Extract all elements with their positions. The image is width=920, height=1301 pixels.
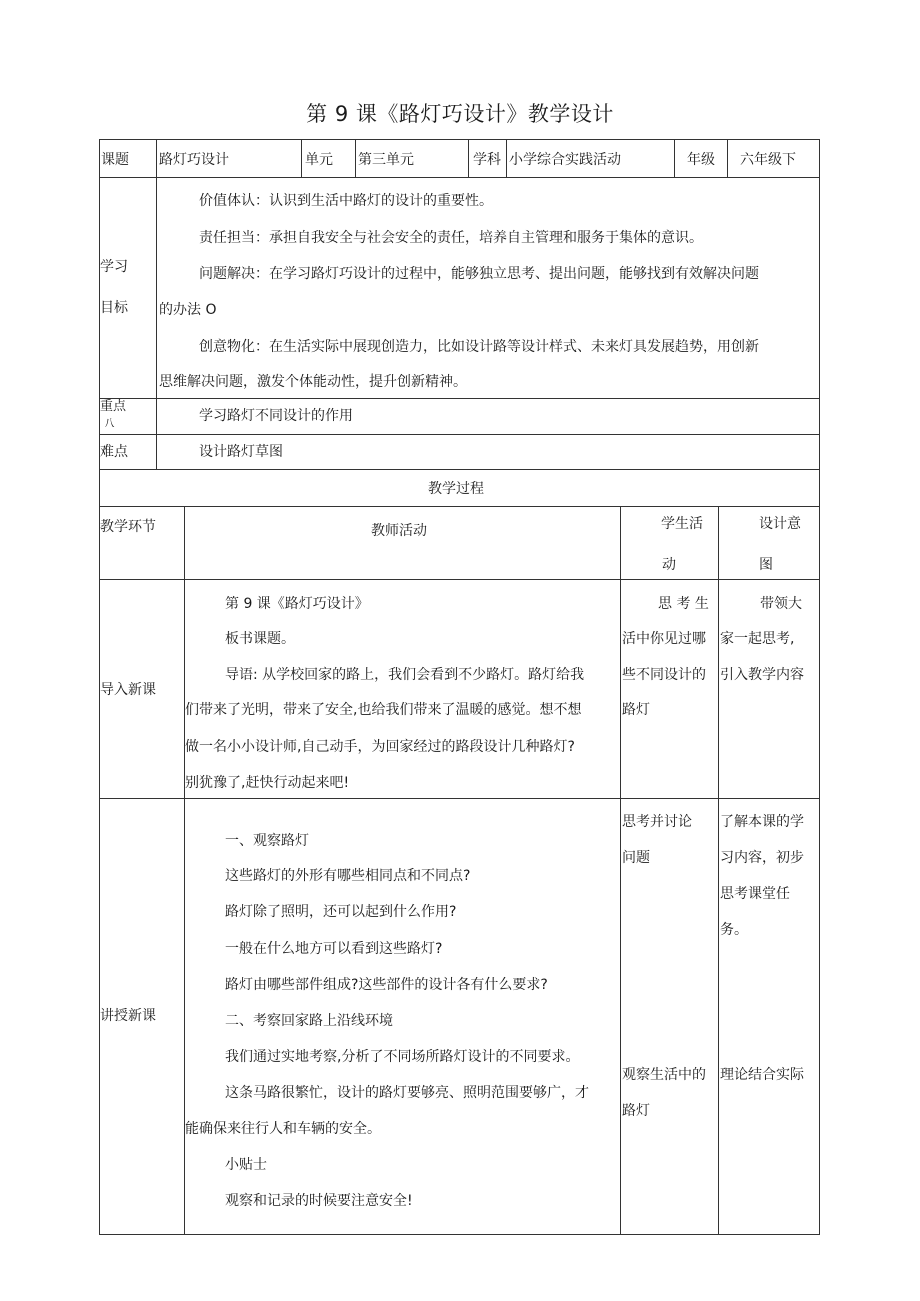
- intent-line: 思考课堂任: [720, 886, 790, 902]
- teacher-line: 小贴士: [225, 1157, 267, 1173]
- row-divider: [99, 469, 820, 470]
- col-divider: [506, 139, 507, 178]
- goal-problem-solving-cont: 的办法 O: [159, 302, 217, 318]
- teacher-line: 二、考察回家路上沿线环境: [225, 1013, 393, 1029]
- column-header-intent-cont: 图: [759, 557, 773, 573]
- teacher-line: 我们通过实地考察,分析了不同场所路灯设计的不同要求。: [225, 1049, 580, 1065]
- student-line: 路灯: [622, 1103, 650, 1119]
- teacher-line: 第 9 课《路灯巧设计》: [225, 596, 369, 612]
- info-value-nianji: 六年级下: [740, 152, 796, 168]
- info-label-danyuan: 单元: [305, 152, 333, 168]
- row-divider: [99, 579, 820, 580]
- col-divider: [301, 139, 302, 178]
- teacher-line: 板书课题。: [225, 631, 295, 647]
- column-header-teacher: 教师活动: [371, 523, 427, 539]
- teacher-line: 导语: 从学校回家的路上，我们会看到不少路灯。路灯给我: [225, 667, 585, 683]
- goal-creativity-cont: 思维解决问题，激发个体能动性，提升创新精神。: [159, 374, 467, 390]
- column-header-student-cont: 动: [662, 557, 676, 573]
- keypoint-text: 学习路灯不同设计的作用: [199, 408, 353, 424]
- intent-line: 引入教学内容: [720, 667, 804, 683]
- goal-problem-solving: 问题解决：在学习路灯巧设计的过程中，能够独立思考、提出问题，能够找到有效解决问题: [199, 266, 759, 282]
- info-value-xueke: 小学综合实践活动: [509, 152, 621, 168]
- teacher-line: 观察和记录的时候要注意安全!: [225, 1193, 413, 1209]
- teacher-line: 这些路灯的外形有哪些相同点和不同点?: [225, 868, 471, 884]
- info-label-nianji: 年级: [687, 152, 715, 168]
- teacher-line: 们带来了光明，带来了安全,也给我们带来了温暖的感觉。想不想: [185, 702, 582, 718]
- col-divider: [620, 506, 621, 1235]
- student-line: 观察生活中的: [622, 1067, 706, 1083]
- goal-creativity: 创意物化：在生活实际中展现创造力，比如设计路等设计样式、未来灯具发展趋势，用创新: [199, 339, 759, 355]
- row-divider: [99, 506, 820, 507]
- goal-responsibility: 责任担当：承担自我安全与社会安全的责任，培养自主管理和服务于集体的意识。: [199, 230, 703, 246]
- col-divider: [727, 139, 728, 178]
- student-line: 活中你见过哪: [622, 631, 706, 647]
- intent-line: 习内容，初步: [720, 850, 804, 866]
- student-line: 问题: [622, 850, 650, 866]
- info-label-xueke: 学科: [473, 152, 501, 168]
- row-divider: [99, 434, 820, 435]
- column-header-intent: 设计意: [759, 516, 801, 532]
- col-divider: [468, 139, 469, 178]
- col-divider: [674, 139, 675, 178]
- column-header-student: 学生活: [661, 516, 703, 532]
- student-line: 路灯: [622, 702, 650, 718]
- intent-line: 家一起思考,: [720, 631, 795, 647]
- teacher-line: 做一名小小设计师,自己动手，为回家经过的路段设计几种路灯?: [185, 739, 575, 755]
- student-line: 思考并讨论: [622, 814, 692, 830]
- col-divider: [355, 139, 356, 178]
- intent-line: 带领大: [760, 596, 802, 612]
- col-divider: [156, 177, 157, 470]
- teacher-line: 路灯除了照明，还可以起到什么作用?: [225, 904, 457, 920]
- keypoint-label-tail: 八: [104, 417, 115, 427]
- teacher-line: 能确保来往行人和车辆的安全。: [185, 1121, 381, 1137]
- goals-label: 目标: [100, 300, 128, 316]
- student-line: 些不同设计的: [622, 667, 706, 683]
- student-line: 思 考 生: [658, 596, 709, 612]
- row-divider: [99, 177, 820, 178]
- difficulty-text: 设计路灯草图: [199, 444, 283, 460]
- intent-line: 理论结合实际: [720, 1067, 804, 1083]
- teacher-line: 一般在什么地方可以看到这些路灯?: [225, 941, 443, 957]
- info-label-keti: 课题: [101, 152, 129, 168]
- row-divider: [99, 798, 820, 799]
- col-divider: [156, 139, 157, 178]
- teacher-line: 别犹豫了,赶快行动起来吧!: [185, 775, 350, 791]
- difficulty-label: 难点: [100, 444, 128, 460]
- goals-label: 学习: [100, 259, 128, 275]
- intent-line: 了解本课的学: [720, 814, 804, 830]
- col-divider: [718, 506, 719, 1235]
- document-title: 第 9 课《路灯巧设计》教学设计: [306, 102, 614, 126]
- column-header-stage: 教学环节: [100, 519, 156, 535]
- teacher-line: 路灯由哪些部件组成?这些部件的设计各有什么要求?: [225, 977, 548, 993]
- row-divider: [99, 398, 820, 399]
- info-value-keti: 路灯巧设计: [159, 152, 229, 168]
- teacher-line: 一、观察路灯: [225, 833, 309, 849]
- goal-value: 价值体认：认识到生活中路灯的设计的重要性。: [199, 193, 493, 209]
- process-header: 教学过程: [428, 481, 484, 497]
- info-value-danyuan: 第三单元: [358, 152, 414, 168]
- intent-line: 务。: [720, 922, 748, 938]
- keypoint-label: 重点: [100, 399, 127, 414]
- stage-intro: 导入新课: [100, 682, 156, 698]
- teacher-line: 这条马路很繁忙，设计的路灯要够亮、照明范围要够广，才: [225, 1085, 589, 1101]
- stage-lecture: 讲授新课: [100, 1008, 156, 1024]
